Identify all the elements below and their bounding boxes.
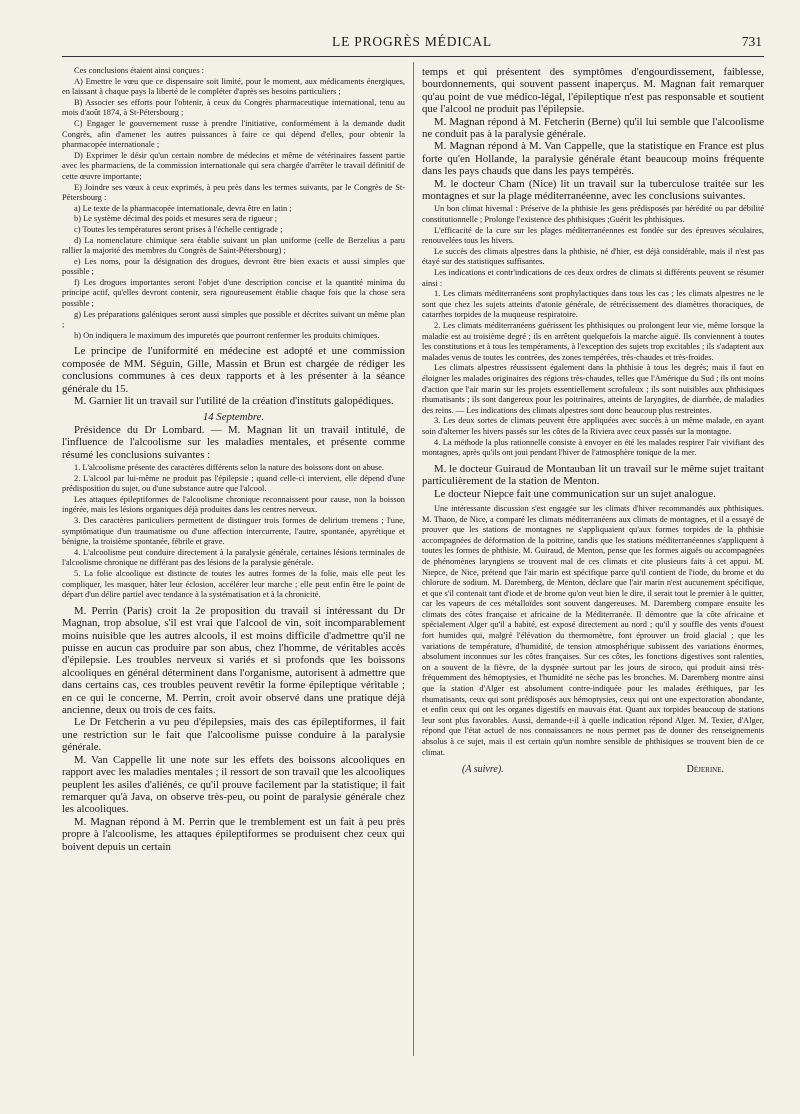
left-column <box>62 66 405 1056</box>
article-footer <box>422 764 764 775</box>
paragraph: M. Garnier lit un travail sur l'utilité de la création d'instituts galopédiques. <box>74 395 394 408</box>
conclusion-item: 3. Les deux sortes de climats peuvent être appliquées avec succès à un même malade, en ayant soin d'alterner les hivers passés sur les côtes de la Riviera avec ceux passés sur la montagne. <box>422 416 764 436</box>
conclusion-item: B) Associer ses efforts pour l'obtenir, à ceux du Congrès pharmaceutique international, tenu au mois d'août 1874, à St-Pétersbourg ; <box>62 97 405 118</box>
right-column <box>422 66 764 1056</box>
paragraph: Le Dr Fetcherin a vu peu d'épilepsies, mais des cas épileptiformes, il fait une restriction sur le fait que l'alcoolisme puisse conduire à la paralysie générale. <box>62 716 405 754</box>
conclusion-item: 5. La folie alcoolique est distincte de toutes les autres formes de la folie, mais elle peut les compliquer, les masquer, hâter leur éclosion, accélérer leur marche ; elle peut enfin être le point de départ d'un délire partiel avec tendance à la systématisation et à la chronicité. <box>62 569 405 600</box>
conclusion-item: a) Le texte de la pharmacopée internationale, devra être en latin ; <box>74 203 292 213</box>
paragraph: Présidence du Dr Lombard. — M. Magnan lit un travail intitulé, de l'influence de l'alcoolisme sur les maladies mentales, et présente comme résumé les conclusions suivantes : <box>62 423 405 461</box>
conclusion-item: D) Exprimer le désir qu'un certain nombre de médecins et même de vétérinaires fassent partie avec les pharmaciens, de la commission internationale qui sera chargée d'arrêter le travail définitif de cette œuvre importante; <box>62 150 405 181</box>
paragraph: M. le docteur Guiraud de Montauban lit un travail sur le même sujet traitant particulièrement de la station de Menton. <box>422 462 764 488</box>
conclusion-item: E) Joindre ses vœux à ceux exprimés, à peu près dans les termes suivants, par le Congrès de St-Pétersbourg : <box>62 182 405 203</box>
conclusion-item: f) Les drogues importantes seront l'objet d'une description concise et la quantité minima du principe actif, qu'elles devront contenir, sera rigoureusement établie chaque fois que la chose sera possible ; <box>62 277 405 309</box>
author-signature: Déjerine. <box>686 764 724 776</box>
conclusion-item: L'efficacité de la cure sur les plages méditerranéennes est fondée sur des épreuves séculaires, renouvelées tous les hivers. <box>422 225 764 246</box>
conclusion-item: c) Toutes les températures seront prises à l'échelle centigrade ; <box>74 224 283 234</box>
conclusion-item: Un bon climat hivernal : Préserve de la phthisie les gens prédisposés par hérédité ou par débilité constitutionnelle ; Prolonge l'existence des phthisiques ;Guérit les phthisiques. <box>422 204 764 225</box>
paragraph: Le principe de l'uniformité en médecine est adopté et une commission composée de MM. Séguin, Gille, Massin et Brun est chargée de rédiger les conclusions communes à ces deux rapports et à les présenter à la séance générale du 15. <box>62 345 405 395</box>
conclusion-item: 3. Des caractères particuliers permettent de distinguer trois formes de delirium tremens ; l'une, symptômatique d'un traumatisme ou d'une affection intercurrente, l'autre, spontanée, apyrétique et bénigne, la troisième spontanée, fébrile et grave. <box>62 516 405 547</box>
paragraph: temps et qui présentent des symptômes d'engourdissement, faiblesse, bourdonnements, qui souvent passent inaperçus. M. Magnan fait remarquer qu'au point de vue médico-légal, l'épileptique n'est pas responsable et soutient que l'alcool ne produit pas l'épilepsie. <box>422 66 764 116</box>
conclusion-item: d) La nomenclature chimique sera établie suivant un plan uniforme (celle de Berzelius a paru rallier la majorité des membres du Congrès de Saint-Pétersbourg) ; <box>62 235 405 256</box>
conclusion-item: 1. L'alcoolisme présente des caractères différents selon la nature des boissons dont on abuse. <box>74 463 384 473</box>
conclusion-item: Les indications et contr'indications de ces deux ordres de climats si différents peuvent se résumer ainsi : <box>422 268 764 288</box>
conclusion-item: Les attaques épileptiformes de l'alcoolisme chronique reconnaissent pour cause, non la boisson ingérée, mais les lésions organiques déjà produites dans les centres nerveux. <box>62 494 405 515</box>
conclusion-item: C) Engager le gouvernement russe à prendre l'initiative, conformément à la demande dudit Congrès, afin d'amener les autres puissances à faire ce qui dépend d'elles, pour obtenir la pharmacopée internationale ; <box>62 118 405 150</box>
conclusion-item: A) Emettre le vœu que ce dispensaire soit limité, pour le moment, aux médicaments énergiques, en laissant à chaque pays la liberté de le compléter d'après ses besoins particuliers ; <box>62 76 405 97</box>
paragraph: M. Magnan répond à M. Van Cappelle, que la statistique en France est plus forte qu'en Hollande, la paralysie générale étant beaucoup moins fréquente dans les pays chauds que dans les pays tempérés. <box>422 140 764 178</box>
conclusion-item: b) Le système décimal des poids et mesures sera de rigueur ; <box>74 214 278 224</box>
paragraph: M. Magnan répond à M. Perrin que le tremblement est un fait à peu près propre à l'alcoolisme, les attaques épileptiformes se produisent chez ceux qui boivent depuis un certain <box>62 815 405 853</box>
page-number: 731 <box>741 34 762 49</box>
conclusion-item: h) On indiquera le maximum des impuretés que pourront renfermer les produits chimiques. <box>74 330 380 340</box>
conclusion-item: Les climats alpestres réussissent également dans la phthisie à tous les degrés; mais il faut en éloigner les malades originaires des régions très-chaudes, telles que l'Amérique du Sud ; ils ont moins d'action que l'air marin sur les projets essentiellement scrofuleux ; ils sont nuisibles aux phthisiques rhumatisants ; ils sont dangereux pour les poitrinaires, atteints de laryngites, de diarrhée, de maladies des reins. — Les indications des climats alpestres sont donc beaucoup plus restreintes. <box>422 363 764 415</box>
conclusion-item: 1. Les climats méditerranéens sont prophylactiques dans tous les cas ; les climats alpestres ne le sont que chez les sujets atteints d'atonie générale, de rétrécissement des diamètres thoraciques, de catarrhes torpides de la muqueuse respiratoire. <box>422 289 764 320</box>
column-divider <box>413 62 414 1056</box>
discussion-paragraph: Une intéressante discussion s'est engagée sur les climats d'hiver recommandés aux phthisiques. M. Thaon, de Nice, a comparé les climats méditerranéens aux climats de montagnes, et il a essayé de prouver que les stations de montagnes ne s'appliquaient qu'aux formes torpides de la phthisie accompagnées de déformation de la poitrine, tandis que les stations méditerranéennes s'appliquent à toutes les formes de phthisie. M. Guiraud, de Menton, pense que les formes aiguës ou accompagnées de phénomènes laryngiens se trouvent mal de ces climats et cite plusieurs faits à cet appui. M. Niepce, de Nice, prétend que l'air marin est spécifique parce qu'il contient de l'iode, du brome et du chlorure de sodium. M. Daremberg, de Menton, déclare que l'air marin n'est aucunement spécifique, et que s'il contenait tant d'iode et de brome qu'on veut bien le dire, il serait tout le premier à le quitter, car les vapeurs de ces métalloïdes sont souvent dangereuses. M. Daremberg compare ensuite les climats des côtes française et africaine de la Méditerranée. Il démontre que la côte africaine et spécialement Alger qu'il a habité, est exposé directement au nord ; qu'il y souffle des vents d'ouest fort humides qui, malgré l'élévation du thermomètre, font éprouver un froid glacial ; que les variations de température, d'humidité, de tension atmosphérique subissent des variations énormes, absolument inconnues sur les côtes françaises. Sur ces côtes, les fonctions digestives sont ralenties, on a souvent de la fièvre, de la dyspnée surtout par les jours de siroco, qui produit ainsi très-fréquemment des hémoptysies, et l'humidité ne sèche pas les bronches. M. Daremberg montre ainsi que la station d'Alger est absolument contre-indiquée pour les malades éréthiques, par les rhumatisants, ceux qui sont prédisposés aux hémoptysies, ceux qui ont une expectoration abondante, et enfin ceux qui ont les organes digestifs en mauvais état. Quant aux torpides beaucoup de stations leur sont plus favorables. Aussi, demande-t-il à quelle indication répond Alger. M. Texier, d'Alger, répond que l'état actuel de nos connaissances ne nous permet pas de donner des renseignements absolus à ce sujet, mais il est certain qu'un nombre sensible de phthisiques se trouvent bien de ce climat. <box>422 503 764 757</box>
conclusion-item: 2. L'alcool par lui-même ne produit pas l'épilepsie ; quand celle-ci intervient, elle dépend d'une prédisposition du sujet, ou d'une substance autre que l'alcool. <box>62 473 405 494</box>
paragraph: M. Perrin (Paris) croit la 2e proposition du travail si intéressant du Dr Magnan, trop absolue, s'il est vrai que l'alcool de vin, soit incomparablement moins nuisible que les autres alcools, il est moins difficile d'admettre qu'il ne puisse en aucun cas produire par son abus, chez l'homme, de véritables accès d'épilepsie. Les troubles nerveux si variés et si profonds que les boissons alcooliques en général déterminent dans l'organisme, autorisent à admettre que dans certains cas, ces troubles peuvent revêtir la forme épileptique véritable ; en ce qui le concerne, M. Perrin, croit avoir observé dans une pratique déjà ancienne, deux ou trois de ces faits. <box>62 604 405 717</box>
conclusion-item: g) Les préparations galéniques seront aussi simples que possible et décrites suivant un même plan ; <box>62 309 405 330</box>
conclusion-item: Le succès des climats alpestres dans la phthisie, né d'hier, est déjà considérable, mais il n'est pas étayé sur des statistiques suffisantes. <box>422 246 764 267</box>
paragraph: M. Van Cappelle lit une note sur les effets des boissons alcooliques en rapport avec les maladies mentales ; il ressort de son travail que les alcooliques peuplent les asiles d'aliénés, ce qu'il prouve facilement par la statistique; il fait remarquer qu'à Java, on observe très-peu, ou point de paralysie générale chez les alcooliques. <box>62 753 405 816</box>
conclusion-item: e) Les noms, pour la désignation des drogues, devront être bien exacts et aussi simples que possible ; <box>62 256 405 277</box>
journal-title: LE PROGRÈS MÉDICAL <box>332 34 492 49</box>
header-rule <box>62 56 764 57</box>
paragraph: M. le docteur Cham (Nice) lit un travail sur la tuberculose traitée sur les montagnes et sur la plage méditerranéenne, avec les conclusions suivantes. <box>422 177 764 203</box>
to-be-continued: (A suivre). <box>462 764 504 776</box>
conclusion-item: 4. L'alcoolisme peut conduire directement à la paralysie générale, certaines lésions terminales de l'alcoolisme chronique ne différant pas des lésions de la paralysie générale. <box>62 547 405 568</box>
paragraph: Le docteur Niepce fait une communication sur un sujet analogue. <box>434 487 716 500</box>
conclusion-item: 2. Les climats méditerranéens guérissent les phthisiques ou prolongent leur vie, même lorsque la maladie est au troisième degré ; ils en arrêtent quelquefois la marche aiguë. Ils conviennent à toutes les constitutions et à tous les tempéraments, à l'exception des sujets trop excitables ; ils s'adaptent aux malades venus de toutes les contrées, des zones tempérées, très-chaudes et très-froides. <box>422 321 764 362</box>
paragraph: M. Magnan répond à M. Fetcherin (Berne) qu'il lui semble que l'alcoolisme ne conduit pas à la paralysie générale. <box>422 115 764 141</box>
conclusion-item: 4. La méthode la plus rationnelle consiste à envoyer en été les malades respirer l'air vivifiant des montagnes, après qu'ils ont joui pendant l'hiver de l'atmosphère tonique de la mer. <box>422 437 764 458</box>
section-date: 14 Septembre. <box>202 411 265 424</box>
conclusions-intro: Ces conclusions étaient ainsi conçues : <box>74 66 205 75</box>
running-header <box>62 34 762 56</box>
